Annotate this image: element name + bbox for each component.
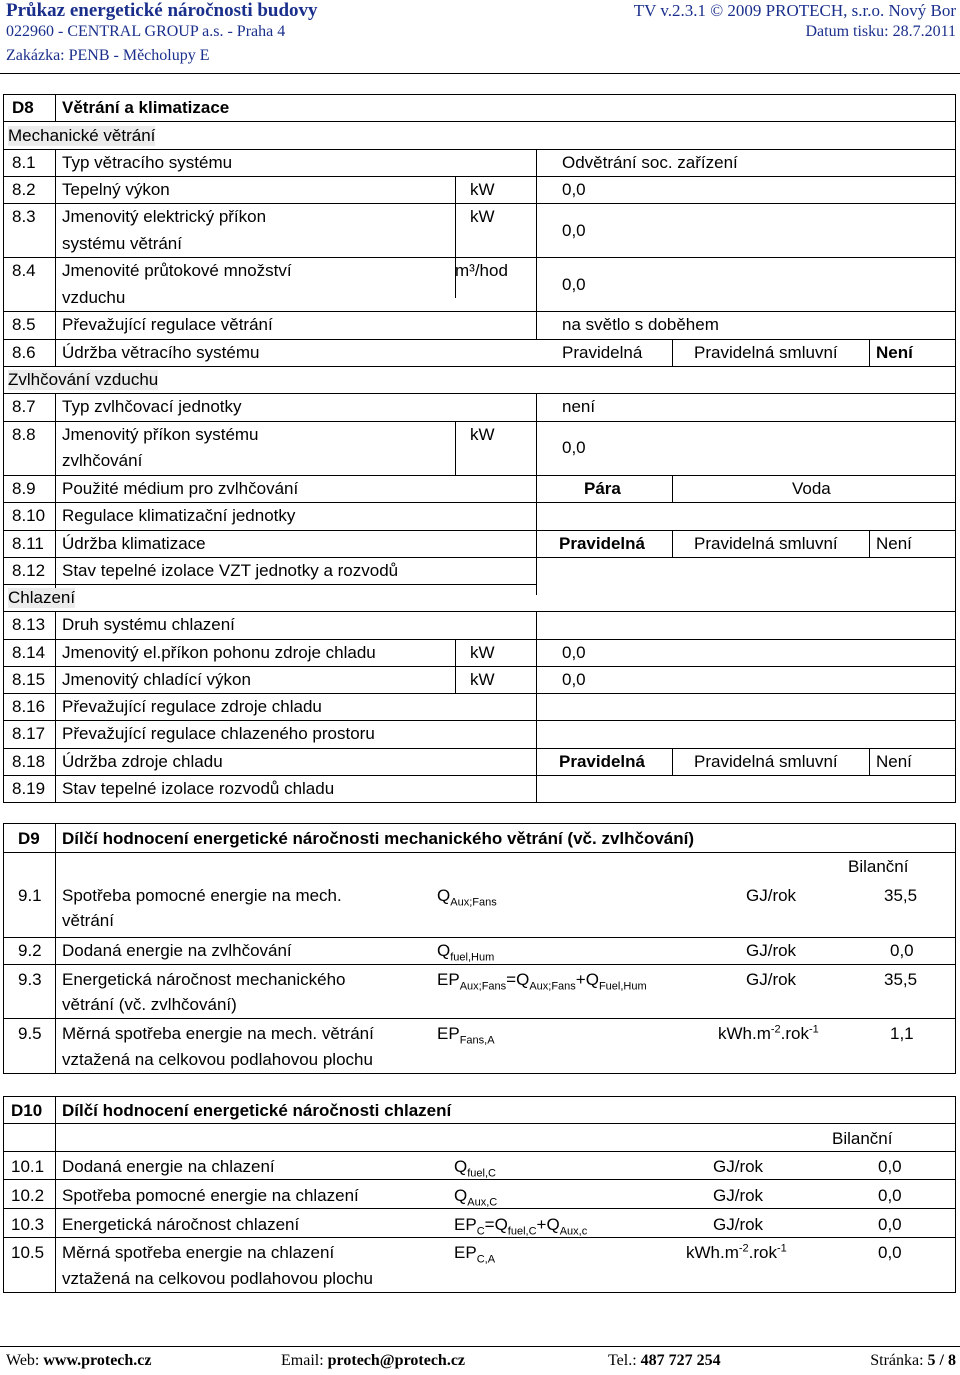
group-mechanical-ventilation: Mechanické větrání: [8, 126, 156, 145]
row-unit: GJ/rok: [746, 886, 797, 905]
row-number: 8.4: [12, 261, 36, 280]
row-label: vztažená na celkovou podlahovou plochu: [62, 1269, 373, 1288]
row-symbol: $Q_{fuel,Hum}$: [437, 941, 495, 964]
cooling-energy-value: 0,0: [878, 1215, 902, 1234]
row-number: 8.15: [12, 670, 46, 689]
row-symbol: $EP_{C,A}$: [454, 1243, 496, 1266]
row-symbol: $Q_{Aux;Fans}$: [437, 886, 497, 909]
cooling-output-value: 0,0: [562, 670, 586, 689]
row-label: vztažená na celkovou podlahovou plochu: [62, 1050, 373, 1069]
footer-rule: [0, 1346, 960, 1347]
row-number: 9.1: [18, 886, 42, 905]
row-label: Typ zvlhčovací jednotky: [62, 397, 242, 416]
row-label: Převažující regulace zdroje chladu: [62, 697, 322, 716]
row-label: Převažující regulace větrání: [62, 315, 273, 334]
row-number: 8.10: [12, 506, 46, 525]
ventilation-energy-value: 35,5: [884, 970, 918, 989]
row-unit: $kWh.m^{-2}.rok^{-1}$: [686, 1242, 787, 1262]
row-unit: $kWh.m^{-2}.rok^{-1}$: [718, 1023, 819, 1043]
option-regular: Pravidelná: [562, 343, 643, 362]
page-number: 5 / 8: [927, 1352, 956, 1369]
row-label: Údržba větracího systému: [62, 343, 260, 362]
d10-column-balance: Bilanční: [832, 1129, 893, 1148]
row-label: Druh systému chlazení: [62, 615, 235, 634]
row-label: Regulace klimatizační jednotky: [62, 506, 296, 525]
row-label: Převažující regulace chlazeného prostoru: [62, 724, 375, 743]
row-number: 8.1: [12, 153, 36, 172]
option-water: Voda: [792, 479, 831, 498]
software-version: TV v.2.3.1 © 2009 PROTECH, s.r.o. Nový Bor: [633, 1, 956, 20]
row-label: Typ větracího systému: [62, 153, 233, 172]
humidifier-input-value: 0,0: [562, 438, 586, 457]
row-unit: GJ/rok: [713, 1157, 764, 1176]
row-unit: GJ/rok: [746, 941, 797, 960]
row-unit: kW: [470, 207, 495, 226]
row-number: 10.2: [11, 1186, 45, 1205]
email-link[interactable]: protech@protech.cz: [327, 1352, 466, 1369]
row-number: 9.5: [18, 1024, 42, 1043]
option-steam-selected: Pára: [584, 479, 621, 498]
page-header: [0, 0, 960, 70]
row-number: 8.7: [12, 397, 36, 416]
row-number: 8.11: [12, 534, 44, 553]
option-contract: Pravidelná smluvní: [694, 343, 838, 362]
row-unit: kW: [470, 670, 495, 689]
d9-code: D9: [18, 829, 40, 848]
row-symbol: $Q_{Aux,C}$: [454, 1186, 498, 1209]
row-label: systému větrání: [62, 234, 182, 253]
row-formula: $EP_{Aux;Fans}=Q_{Aux;Fans}+Q_{Fuel,Hum}$: [437, 970, 647, 993]
airflow-value: 0,0: [562, 275, 586, 294]
row-unit: kW: [470, 180, 495, 199]
row-symbol: $Q_{fuel,C}$: [454, 1157, 496, 1180]
d10-code: D10: [11, 1101, 43, 1120]
row-number: 8.2: [12, 180, 36, 199]
ventilation-type-value: Odvětrání soc. zařízení: [562, 153, 738, 172]
aux-energy-value: 35,5: [884, 886, 918, 905]
row-label: Jmenovitý chladící výkon: [62, 670, 251, 689]
d9-title: Dílčí hodnocení energetické náročnosti mechanického větrání (vč. zvlhčování): [62, 829, 695, 848]
option-none: Není: [876, 534, 912, 553]
row-number: 8.18: [12, 752, 46, 771]
row-formula: $EP_C=Q_{fuel,C}+Q_{Aux,c}$: [454, 1215, 588, 1238]
row-label: Údržba zdroje chladu: [62, 752, 223, 771]
option-contract: Pravidelná smluvní: [694, 534, 838, 553]
footer-email: Email: protech@protech.cz: [281, 1352, 466, 1369]
row-number: 9.2: [18, 941, 42, 960]
ventilation-control-value: na světlo s doběhem: [562, 315, 719, 334]
row-unit: GJ/rok: [746, 970, 797, 989]
group-cooling: Chlazení: [8, 588, 76, 607]
specific-cooling-energy-value: 0,0: [878, 1243, 902, 1262]
header-rule: [0, 73, 960, 74]
row-label: Energetická náročnost mechanického: [62, 970, 346, 989]
row-label: větrání (vč. zvlhčování): [62, 995, 237, 1014]
row-unit: GJ/rok: [713, 1186, 764, 1205]
row-label: Stav tepelné izolace VZT jednotky a rozvodů: [62, 561, 399, 580]
cooling-aux-energy-value: 0,0: [878, 1186, 902, 1205]
group-humidification: Zvlhčování vzduchu: [8, 370, 159, 389]
row-label: Jmenovitý příkon systému: [62, 425, 259, 444]
option-regular-selected: Pravidelná: [559, 752, 645, 771]
row-label: Použité médium pro zvlhčování: [62, 479, 299, 498]
row-number: 8.9: [12, 479, 36, 498]
option-none-selected: Není: [876, 343, 913, 362]
row-number: 10.3: [11, 1215, 45, 1234]
row-number: 10.1: [11, 1157, 45, 1176]
row-label: Dodaná energie na zvlhčování: [62, 941, 292, 960]
row-number: 8.19: [12, 779, 46, 798]
row-label: vzduchu: [62, 288, 126, 307]
row-label: Jmenovité průtokové množství: [62, 261, 292, 280]
row-symbol: $EP_{Fans,A}$: [437, 1024, 495, 1047]
humidification-energy-value: 0,0: [890, 941, 914, 960]
option-regular-selected: Pravidelná: [559, 534, 645, 553]
row-label: Energetická náročnost chlazení: [62, 1215, 300, 1234]
row-number: 8.13: [12, 615, 46, 634]
electric-input-value: 0,0: [562, 221, 586, 240]
row-number: 10.5: [11, 1243, 45, 1262]
row-label: Měrná spotřeba energie na chlazení: [62, 1243, 335, 1262]
row-label: Dodaná energie na chlazení: [62, 1157, 275, 1176]
option-none: Není: [876, 752, 912, 771]
footer-page: Stránka: 5 / 8: [870, 1352, 956, 1369]
cooling-input-value: 0,0: [562, 643, 586, 662]
print-date: Datum tisku: 28.7.2011: [805, 23, 956, 40]
footer-phone: Tel.: 487 727 254: [608, 1352, 721, 1369]
row-unit: GJ/rok: [713, 1215, 764, 1234]
row-label: větrání: [62, 911, 114, 930]
humidifier-type-value: není: [562, 397, 596, 416]
web-link[interactable]: www.protech.cz: [43, 1352, 152, 1369]
row-label: zvlhčování: [62, 451, 143, 470]
row-number: 8.16: [12, 697, 46, 716]
d9-column-balance: Bilanční: [848, 857, 909, 876]
row-label: Měrná spotřeba energie na mech. větrání: [62, 1024, 374, 1043]
row-number: 8.14: [12, 643, 46, 662]
specific-ventilation-energy-value: 1,1: [890, 1024, 914, 1043]
row-label: Tepelný výkon: [62, 180, 170, 199]
row-label: Stav tepelné izolace rozvodů chladu: [62, 779, 335, 798]
heat-output-value: 0,0: [562, 180, 586, 199]
footer-web: Web: www.protech.cz: [6, 1352, 152, 1369]
option-contract: Pravidelná smluvní: [694, 752, 838, 771]
d8-title: Větrání a klimatizace: [62, 98, 230, 117]
row-number: 8.12: [12, 561, 46, 580]
document-title: Průkaz energetické náročnosti budovy: [6, 0, 318, 21]
row-unit: kW: [470, 643, 495, 662]
row-unit: kW: [470, 425, 495, 444]
row-label: Údržba klimatizace: [62, 534, 206, 553]
row-unit: m³/hod: [455, 261, 508, 280]
order-name: Zakázka: PENB - Měcholupy E: [6, 47, 210, 64]
row-number: 8.3: [12, 207, 36, 226]
row-number: 8.6: [12, 343, 36, 362]
row-number: 8.5: [12, 315, 36, 334]
row-number: 8.8: [12, 425, 36, 444]
cooling-delivered-energy-value: 0,0: [878, 1157, 902, 1176]
company-name: 022960 - CENTRAL GROUP a.s. - Praha 4: [6, 23, 286, 40]
row-label: Jmenovitý el.příkon pohonu zdroje chladu: [62, 643, 376, 662]
row-label: Spotřeba pomocné energie na chlazení: [62, 1186, 359, 1205]
row-number: 8.17: [12, 724, 46, 743]
d8-code: D8: [12, 98, 34, 117]
row-label: Jmenovitý elektrický příkon: [62, 207, 267, 226]
row-number: 9.3: [18, 970, 42, 989]
row-label: Spotřeba pomocné energie na mech.: [62, 886, 342, 905]
d10-title: Dílčí hodnocení energetické náročnosti chlazení: [62, 1101, 452, 1120]
